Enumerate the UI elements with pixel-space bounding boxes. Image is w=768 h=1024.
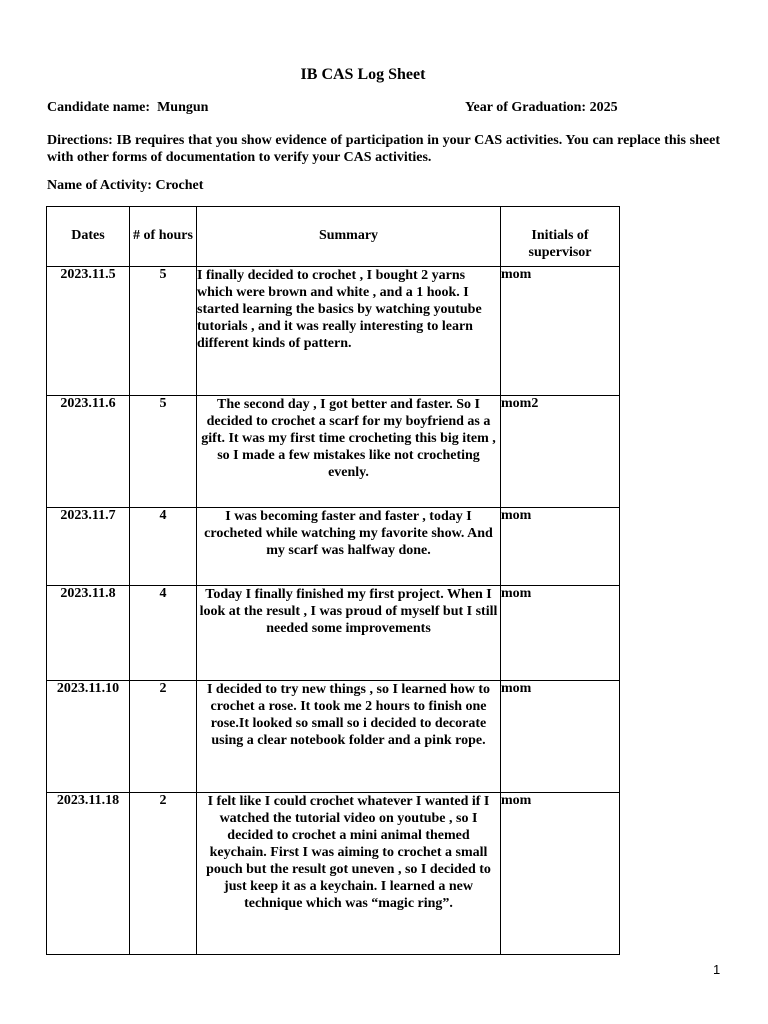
row-hours: 2 (130, 793, 197, 955)
row-summary: I felt like I could crochet whatever I wanted if I watched the tutorial video on youtube , so I decided to crochet a mini animal themed keychain. First I was aiming to crochet a small pouch but the result got uneven , so I decided to just keep it as a keychain. I learned a new technique which was “magic ring”. (197, 793, 501, 955)
row-initials: mom (501, 793, 620, 955)
graduation-line (465, 100, 618, 116)
row-initials: mom (501, 681, 620, 793)
candidate-name: Mungun (157, 100, 209, 115)
row-hours: 4 (130, 586, 197, 681)
row-summary: The second day , I got better and faster. So I decided to crochet a scarf for my boyfriend as a gift. It was my first time crocheting this big item , so I made a few mistakes like not crocheting evenly. (197, 396, 501, 508)
candidate-line (47, 100, 208, 116)
table-row (47, 681, 620, 793)
row-date: 2023.11.18 (47, 793, 130, 955)
row-summary: Today I finally finished my first project. When I look at the result , I was proud of myself but I still needed some improvements (197, 586, 501, 681)
row-initials: mom (501, 267, 620, 396)
row-summary: I decided to try new things , so I learned how to crochet a rose. It took me 2 hours to finish one rose.It looked so small so i decided to decorate using a clear notebook folder and a pink rope. (197, 681, 501, 793)
row-hours: 5 (130, 267, 197, 396)
graduation-label: Year of Graduation: (465, 100, 587, 115)
page-number: 1 (713, 962, 721, 977)
row-hours: 4 (130, 508, 197, 586)
header-hours: # of hours (130, 207, 197, 267)
header-summary: Summary (197, 207, 501, 267)
directions-text: Directions: IB requires that you show evidence of participation in your CAS activities. You can replace this sheet with other forms of documentation to verify your CAS activities. (47, 133, 720, 165)
row-initials: mom2 (501, 396, 620, 508)
cas-log-table (46, 206, 620, 955)
row-hours: 2 (130, 681, 197, 793)
table-row (47, 586, 620, 681)
document-title: IB CAS Log Sheet (300, 66, 426, 83)
activity-line (47, 178, 203, 194)
row-initials: mom (501, 586, 620, 681)
header-initials: Initials of supervisor (501, 207, 620, 267)
table-row (47, 396, 620, 508)
table-row (47, 508, 620, 586)
row-summary: I was becoming faster and faster , today I crocheted while watching my favorite show. And my scarf was halfway done. (197, 508, 501, 586)
activity-label: Name of Activity: (47, 178, 152, 193)
table-header-row (47, 207, 620, 267)
row-date: 2023.11.7 (47, 508, 130, 586)
row-date: 2023.11.8 (47, 586, 130, 681)
row-summary: I finally decided to crochet , I bought 2 yarns which were brown and white , and a 1 hook. I started learning the basics by watching youtube tutorials , and it was really interesting to learn different kinds of pattern. (197, 267, 501, 396)
row-date: 2023.11.10 (47, 681, 130, 793)
row-initials: mom (501, 508, 620, 586)
row-date: 2023.11.6 (47, 396, 130, 508)
table-row (47, 793, 620, 955)
graduation-year: 2025 (589, 100, 618, 115)
activity-name: Crochet (155, 178, 204, 193)
candidate-label: Candidate name: (47, 100, 151, 115)
header-dates: Dates (47, 207, 130, 267)
row-hours: 5 (130, 396, 197, 508)
table-row (47, 267, 620, 396)
row-date: 2023.11.5 (47, 267, 130, 396)
